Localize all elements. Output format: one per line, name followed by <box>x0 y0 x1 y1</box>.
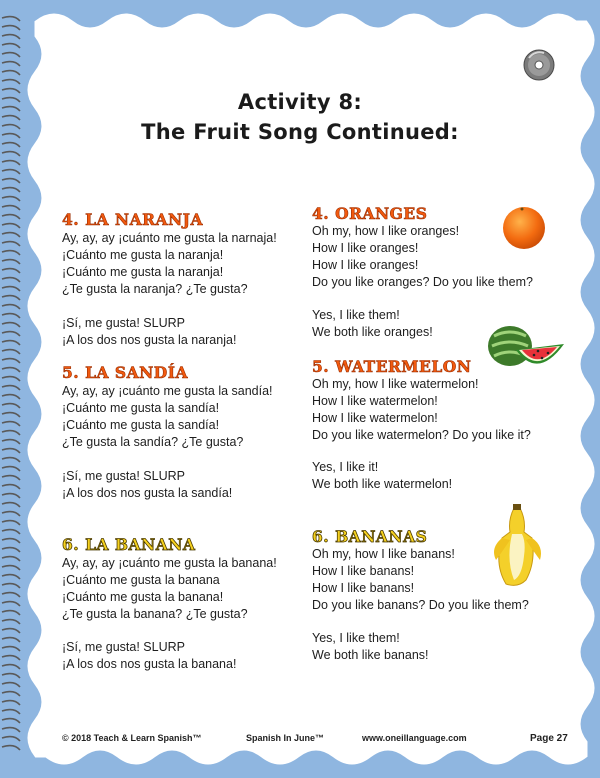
spiral-coil <box>2 449 20 453</box>
spiral-coil <box>2 422 20 426</box>
spiral-coil <box>2 656 20 660</box>
spiral-coil <box>2 539 20 543</box>
spiral-coil <box>2 368 20 372</box>
lyric-line: Yes, I like them! <box>312 631 400 645</box>
lyric-line: ¡Sí, me gusta! SLURP <box>62 316 185 330</box>
verse-heading-banana: 6. LA BANANA <box>62 535 196 554</box>
spiral-coil <box>2 314 20 318</box>
spiral-coil <box>2 701 20 705</box>
lyric-line: Do you like watermelon? Do you like it? <box>312 428 531 442</box>
lyric-line: ¡Cuánto me gusta la naranja! <box>62 265 224 279</box>
spiral-coil <box>2 440 20 444</box>
website-link[interactable]: www.oneillanguage.com <box>362 733 467 743</box>
spiral-coil <box>2 161 20 165</box>
verse-heading-watermelon: 5. WATERMELON <box>312 357 472 376</box>
spiral-coil <box>2 665 20 669</box>
spiral-coil <box>2 413 20 417</box>
lyric-line: Ay, ay, ay ¡cuánto me gusta la sandía! <box>62 384 273 398</box>
lyric-line: ¡Cuánto me gusta la banana! <box>62 590 224 604</box>
spiral-coil <box>2 44 20 48</box>
spiral-coil <box>2 179 20 183</box>
verse-heading-oranges: 4. ORANGES <box>312 204 428 223</box>
spiral-coil <box>2 62 20 66</box>
lyric-line: How I like oranges! <box>312 241 419 255</box>
spiral-coil <box>2 278 20 282</box>
spiral-coil <box>2 431 20 435</box>
lyric-line: ¡Sí, me gusta! SLURP <box>62 469 185 483</box>
banana-icon <box>488 504 546 588</box>
lyric-line: Do you like banans? Do you like them? <box>312 598 529 612</box>
spiral-coil <box>2 557 20 561</box>
spiral-coil <box>2 746 20 750</box>
spiral-coil <box>2 512 20 516</box>
lyric-line: Oh my, how I like oranges! <box>312 224 460 238</box>
spiral-coil <box>2 350 20 354</box>
spiral-coil <box>2 548 20 552</box>
lyric-line: Do you like oranges? Do you like them? <box>312 275 533 289</box>
series-name: Spanish In June™ <box>246 733 325 743</box>
spiral-coil <box>2 710 20 714</box>
spiral-coil <box>2 674 20 678</box>
spiral-coil <box>2 53 20 57</box>
audio-cd-icon[interactable] <box>522 48 556 82</box>
lyric-line: Yes, I like them! <box>312 308 400 322</box>
spiral-coil <box>2 476 20 480</box>
spiral-coil <box>2 404 20 408</box>
spiral-coil <box>2 386 20 390</box>
lyric-line: We both like watermelon! <box>312 477 453 491</box>
spiral-coil <box>2 188 20 192</box>
spiral-coil <box>2 170 20 174</box>
spiral-coil <box>2 692 20 696</box>
spiral-coil <box>2 683 20 687</box>
spiral-coil <box>2 260 20 264</box>
spiral-coil <box>2 215 20 219</box>
page-number: Page 27 <box>530 733 568 744</box>
spiral-coil <box>2 728 20 732</box>
spiral-coil <box>2 485 20 489</box>
spiral-coil <box>2 359 20 363</box>
spiral-coil <box>2 341 20 345</box>
spiral-coil <box>2 305 20 309</box>
spiral-coil <box>2 503 20 507</box>
verse-heading-naranja: 4. LA NARANJA <box>62 210 204 229</box>
verse-heading-sandia: 5. LA SANDÍA <box>62 363 189 382</box>
lyric-line: ¿Te gusta la banana? ¿Te gusta? <box>62 607 248 621</box>
spiral-coil <box>2 269 20 273</box>
spiral-coil <box>2 638 20 642</box>
lyric-line: ¡Cuánto me gusta la banana <box>62 573 220 587</box>
lyric-line: How I like banans! <box>312 581 415 595</box>
spiral-coil <box>2 287 20 291</box>
spiral-coil <box>2 323 20 327</box>
spiral-coil <box>2 251 20 255</box>
spiral-coil <box>2 233 20 237</box>
lyric-line: How I like banans! <box>312 564 415 578</box>
spiral-coil <box>2 17 20 21</box>
lyric-line: Ay, ay, ay ¡cuánto me gusta la narnaja! <box>62 231 277 245</box>
spiral-coil <box>2 332 20 336</box>
spiral-coil <box>2 521 20 525</box>
orange-fruit-icon <box>500 204 548 250</box>
lyric-line: Oh my, how I like watermelon! <box>312 377 479 391</box>
lyric-line: ¿Te gusta la sandía? ¿Te gusta? <box>62 435 244 449</box>
spiral-coil <box>2 152 20 156</box>
spiral-coil <box>2 242 20 246</box>
lyric-line: How I like watermelon! <box>312 411 438 425</box>
spiral-coil <box>2 377 20 381</box>
lyric-line: How I like watermelon! <box>312 394 438 408</box>
spiral-coil <box>2 719 20 723</box>
spiral-coil <box>2 296 20 300</box>
lyric-line: ¡Cuánto me gusta la naranja! <box>62 248 224 262</box>
lyric-line: Oh my, how I like banans! <box>312 547 455 561</box>
activity-subtitle: The Fruit Song Continued: <box>141 120 459 144</box>
lyric-line: ¡Sí, me gusta! SLURP <box>62 640 185 654</box>
spiral-coil <box>2 620 20 624</box>
spiral-coil <box>2 593 20 597</box>
spiral-coil <box>2 566 20 570</box>
spiral-coil <box>2 26 20 30</box>
spiral-coil <box>2 584 20 588</box>
lyric-line: Ay, ay, ay ¡cuánto me gusta la banana! <box>62 556 277 570</box>
spiral-coil <box>2 530 20 534</box>
spiral-coil <box>2 629 20 633</box>
spiral-coil <box>2 575 20 579</box>
lyric-line: ¡A los dos nos gusta la sandía! <box>62 486 233 500</box>
lyric-line: We both like banans! <box>312 648 429 662</box>
lyric-line: We both like oranges! <box>312 325 433 339</box>
lyric-line: ¡Cuánto me gusta la sandía! <box>62 418 220 432</box>
spiral-coil <box>2 467 20 471</box>
lyric-line: How I like oranges! <box>312 258 419 272</box>
copyright-text: © 2018 Teach & Learn Spanish™ <box>62 733 202 743</box>
lyric-line: ¡Cuánto me gusta la sandía! <box>62 401 220 415</box>
spiral-coil <box>2 494 20 498</box>
spiral-coil <box>2 80 20 84</box>
lyric-line: ¡A los dos nos gusta la naranja! <box>62 333 237 347</box>
spiral-coil <box>2 35 20 39</box>
spiral-coil <box>2 647 20 651</box>
spiral-coil <box>2 458 20 462</box>
lyric-line: Yes, I like it! <box>312 460 379 474</box>
spiral-coil <box>2 737 20 741</box>
spiral-coil <box>2 206 20 210</box>
lyric-line: ¿Te gusta la naranja? ¿Te gusta? <box>62 282 248 296</box>
spiral-coil <box>2 197 20 201</box>
activity-title: Activity 8: <box>237 90 363 114</box>
spiral-coil <box>2 602 20 606</box>
lyric-line: ¡A los dos nos gusta la banana! <box>62 657 237 671</box>
spiral-coil <box>2 71 20 75</box>
spiral-coil <box>2 395 20 399</box>
spiral-coil <box>2 224 20 228</box>
verse-heading-bananas: 6. BANANAS <box>312 527 428 546</box>
spiral-coil <box>2 611 20 615</box>
watermelon-icon <box>486 322 566 372</box>
